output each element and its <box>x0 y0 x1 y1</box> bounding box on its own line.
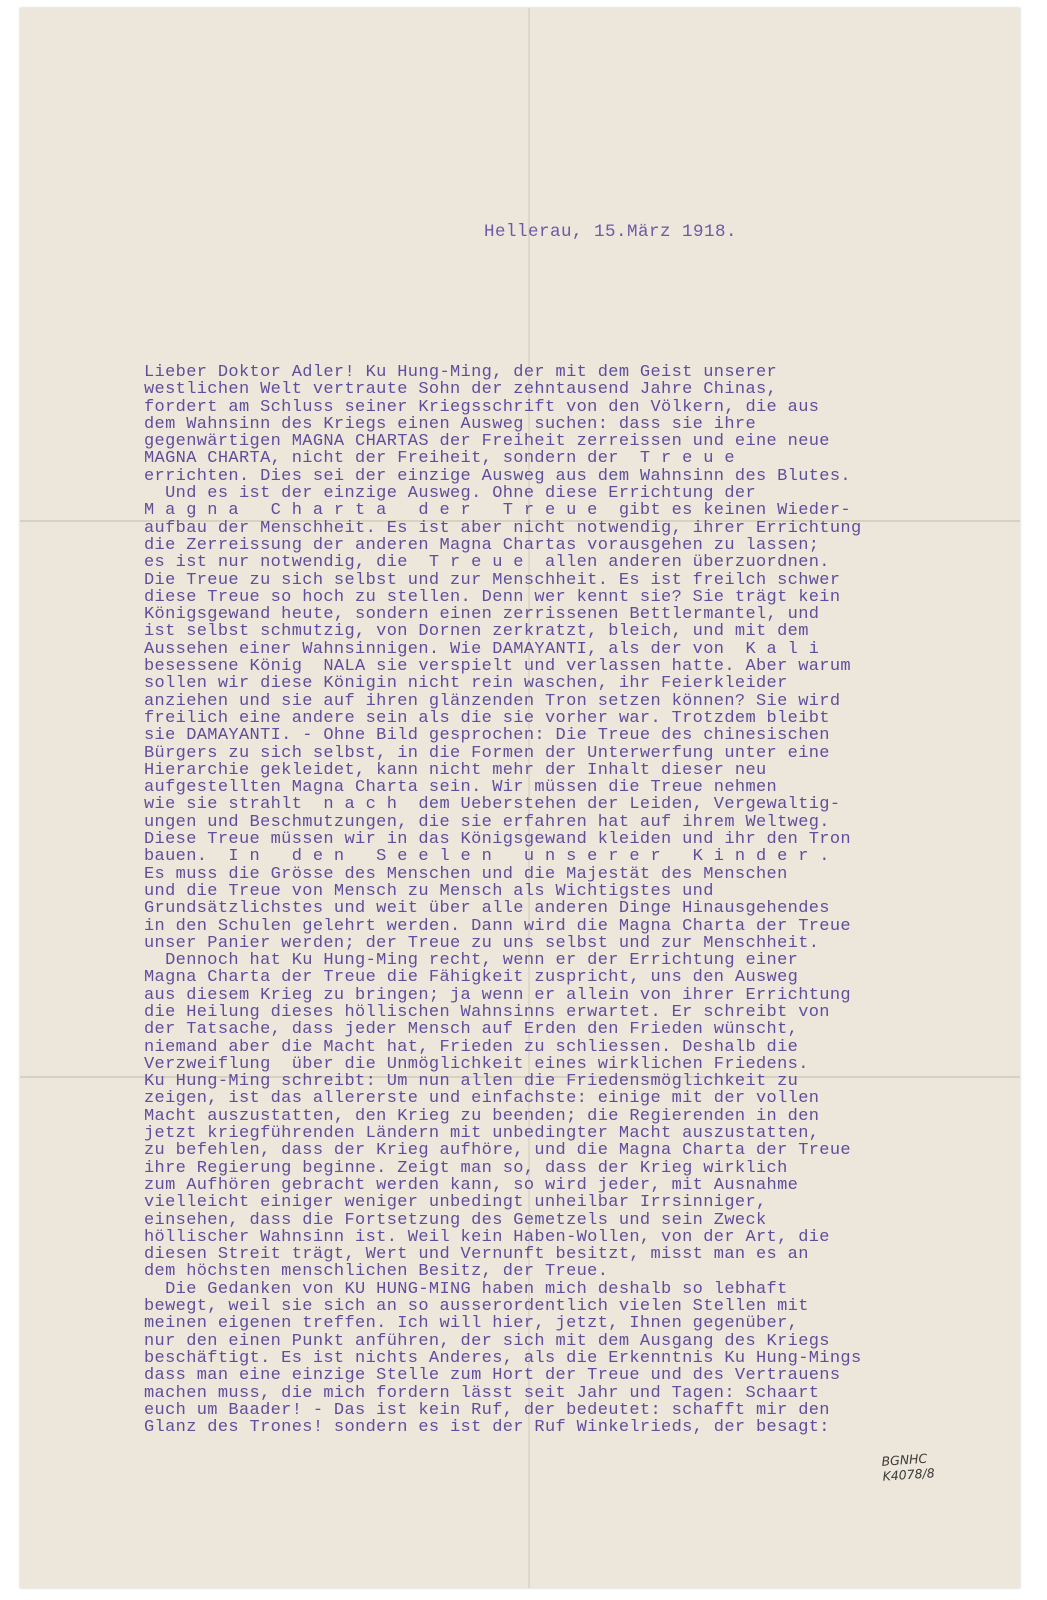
letter-line: ihre Regierung beginne. Zeigt man so, dass der Krieg wirklich <box>144 1158 788 1178</box>
letter-line: Die Treue zu sich selbst und zur Menschheit. Es ist freilch schwer <box>144 570 841 590</box>
letter-line: machen muss, die mich fordern lässt seit Jahr und Tagen: Schaart <box>144 1383 820 1403</box>
letter-line: höllischer Wahnsinn ist. Weil kein Haben-Wollen, von der Art, die <box>144 1227 830 1247</box>
letter-line: aufbau der Menschheit. Es ist aber nicht notwendig, ihrer Errichtung <box>144 518 862 538</box>
letter-line: sollen wir diese Königin nicht rein waschen, ihr Feierkleider <box>144 674 788 694</box>
letter-page <box>20 8 1020 1588</box>
letter-line: sie DAMAYANTI. - Ohne Bild gesprochen: Die Treue des chinesischen <box>144 726 830 746</box>
archive-mark-line1: BGNHC <box>881 1450 928 1469</box>
letter-line: ist selbst schmutzig, von Dornen zerkratzt, bleich, und mit dem <box>144 622 809 642</box>
letter-line: dem höchsten menschlichen Besitz, der Treue. <box>144 1262 609 1282</box>
letter-line: Grundsätzlichstes und weit über alle anderen Dinge Hinausgehendes <box>144 899 830 919</box>
letter-line: wie sie strahlt n a c h dem Ueberstehen der Leiden, Vergewaltig- <box>144 795 841 815</box>
letter-line: Glanz des Trones! sondern es ist der Ruf Winkelrieds, der besagt: <box>144 1418 830 1438</box>
letter-line: errichten. Dies sei der einzige Ausweg aus dem Wahnsinn des Blutes. <box>144 466 851 486</box>
letter-line: euch um Baader! - Das ist kein Ruf, der bedeutet: schafft mir den <box>144 1400 830 1420</box>
letter-line: Magna Charta der Treue die Fähigkeit zuspricht, uns den Ausweg <box>144 968 799 988</box>
letter-line: fordert am Schluss seiner Kriegsschrift von den Völkern, die aus <box>144 397 820 417</box>
letter-line: freilich eine andere sein als die sie vorher war. Trotzdem bleibt <box>144 708 830 728</box>
letter-line: zu befehlen, dass der Krieg aufhöre, und die Magna Charta der Treue <box>144 1141 851 1161</box>
archive-mark-line2: K4078/8 <box>882 1465 936 1484</box>
letter-line: bauen. I n d e n S e e l e n u n s e r e r K i n d e r . <box>144 847 830 867</box>
letter-line: Es muss die Grösse des Menschen und die Majestät des Menschen <box>144 864 788 884</box>
letter-line: Macht auszustatten, den Krieg zu beenden; die Regierenden in den <box>144 1106 820 1126</box>
letter-line: jetzt kriegführenden Ländern mit unbedingter Macht auszustatten, <box>144 1124 820 1144</box>
letter-line: bewegt, weil sie sich an so ausserordentlich vielen Stellen mit <box>144 1297 809 1317</box>
letter-line: Ku Hung-Ming schreibt: Um nun allen die Friedensmöglichkeit zu <box>144 1072 799 1092</box>
letter-line: anziehen und sie auf ihren glänzenden Tron setzen können? Sie wird <box>144 691 841 711</box>
letter-line: MAGNA CHARTA, nicht der Freiheit, sondern der T r e u e <box>144 449 735 469</box>
letter-line: besessene König NALA sie verspielt und verlassen hatte. Aber warum <box>144 657 851 677</box>
letter-line: beschäftigt. Es ist nichts Anderes, als die Erkenntnis Ku Hung-Mings <box>144 1348 862 1368</box>
letter-line: Hierarchie gekleidet, kann nicht mehr der Inhalt dieser neu <box>144 760 767 780</box>
archive-signature-mark <box>881 1450 935 1484</box>
letter-line: Die Gedanken von KU HUNG-MING haben mich deshalb so lebhaft <box>144 1279 788 1299</box>
letter-line: meinen eigenen treffen. Ich will hier, jetzt, Ihnen gegenüber, <box>144 1314 799 1334</box>
letter-line: gegenwärtigen MAGNA CHARTAS der Freiheit zerreissen und eine neue <box>144 432 830 452</box>
letter-line: vielleicht einiger weniger unbedingt unheilbar Irrsinniger, <box>144 1193 767 1213</box>
letter-line: Verzweiflung über die Unmöglichkeit eines wirklichen Friedens. <box>144 1054 809 1074</box>
letter-line: zum Aufhören gebracht werden kann, so wird jeder, mit Ausnahme <box>144 1175 799 1195</box>
letter-line: aufgestellten Magna Charta sein. Wir müssen die Treue nehmen <box>144 778 778 798</box>
letter-line: ungen und Beschmutzungen, die sie erfahren hat auf ihrem Weltweg. <box>144 812 830 832</box>
letter-body <box>144 364 1004 1436</box>
letter-line: zeigen, ist das allererste und einfachste: einige mit der vollen <box>144 1089 820 1109</box>
letter-line: Und es ist der einzige Ausweg. Ohne diese Errichtung der <box>144 484 756 504</box>
letter-line: Königsgewand heute, sondern einen zerrissenen Bettlermantel, und <box>144 605 820 625</box>
letter-line: Lieber Doktor Adler! Ku Hung-Ming, der mit dem Geist unserer <box>144 363 778 382</box>
letter-line: nur den einen Punkt anführen, der sich mit dem Ausgang des Kriegs <box>144 1331 830 1351</box>
letter-line: in den Schulen gelehrt werden. Dann wird die Magna Charta der Treue <box>144 916 851 936</box>
letter-line: dass man eine einzige Stelle zum Hort der Treue und des Vertrauens <box>144 1366 841 1386</box>
letter-line: niemand aber die Macht hat, Frieden zu schliessen. Deshalb die <box>144 1037 799 1057</box>
letter-line: Aussehen einer Wahnsinnigen. Wie DAMAYANTI, als der von K a l i <box>144 639 820 659</box>
letter-line: Dennoch hat Ku Hung-Ming recht, wenn er der Errichtung einer <box>144 951 799 971</box>
letter-line: aus diesem Krieg zu bringen; ja wenn er allein von ihrer Errichtung <box>144 985 851 1005</box>
letter-line: diesen Streit trägt, Wert und Vernunft besitzt, misst man es an <box>144 1245 809 1265</box>
letter-line: es ist nur notwendig, die T r e u e allen anderen überzuordnen. <box>144 553 830 573</box>
letter-line: einsehen, dass die Fortsetzung des Gemetzels und sein Zweck <box>144 1210 767 1230</box>
letter-line: M a g n a C h a r t a d e r T r e u e gibt es keinen Wieder- <box>144 501 851 521</box>
letter-line: unser Panier werden; der Treue zu uns selbst und zur Menschheit. <box>144 933 820 953</box>
letter-line: die Heilung dieses höllischen Wahnsinns erwartet. Er schreibt von <box>144 1002 830 1022</box>
letter-line: die Zerreissung der anderen Magna Chartas vorausgehen zu lassen; <box>144 535 820 555</box>
letter-line: Diese Treue müssen wir in das Königsgewand kleiden und ihr den Tron <box>144 830 851 850</box>
letter-line: dem Wahnsinn des Kriegs einen Ausweg suchen: dass sie ihre <box>144 414 756 434</box>
letter-line: westlichen Welt vertraute Sohn der zehntausend Jahre Chinas, <box>144 380 778 400</box>
letter-line: Bürgers zu sich selbst, in die Formen der Unterwerfung unter eine <box>144 743 830 763</box>
letter-line: der Tatsache, dass jeder Mensch auf Erden den Frieden wünscht, <box>144 1020 799 1040</box>
letter-line: diese Treue so hoch zu stellen. Denn wer kennt sie? Sie trägt kein <box>144 587 841 607</box>
letter-line: und die Treue von Mensch zu Mensch als Wichtigstes und <box>144 881 714 901</box>
dateline: Hellerau, 15.März 1918. <box>484 222 738 242</box>
